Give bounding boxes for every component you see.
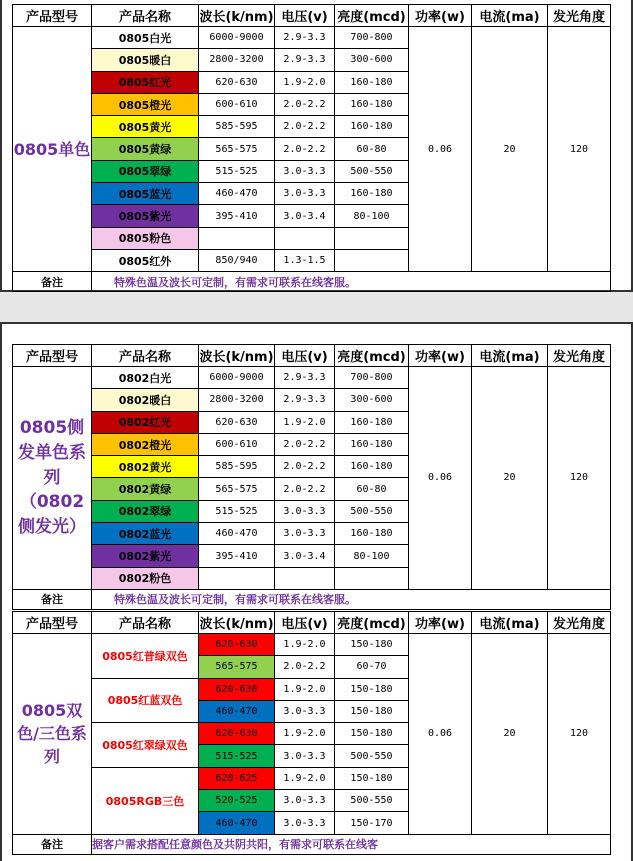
brightness: 150-180 (335, 700, 409, 722)
voltage: 2.9-3.3 (275, 49, 335, 71)
product-name: 0805暖白 (92, 49, 199, 71)
product-name: 0802橙光 (92, 433, 199, 455)
column-header: 电流(ma) (472, 345, 548, 367)
voltage: 3.0-3.3 (275, 745, 335, 767)
brightness: 500-550 (335, 745, 409, 767)
column-header: 电流(ma) (472, 5, 548, 27)
table-row (13, 634, 611, 656)
column-header: 产品型号 (13, 345, 92, 367)
product-name: 0805红翠绿双色 (92, 723, 199, 768)
wavelength: 620-630 (199, 678, 275, 700)
note-text: 特殊色温及波长可定制，有需求可联系在线客服。 (92, 272, 611, 292)
brightness (335, 227, 409, 249)
brightness: 150-170 (335, 812, 409, 834)
wavelength: 395-410 (199, 545, 275, 567)
product-name: 0805RGB三色 (92, 767, 199, 834)
brightness: 150-180 (335, 678, 409, 700)
brightness: 160-180 (335, 71, 409, 93)
header-row (13, 5, 611, 27)
column-header: 亮度(mcd) (335, 5, 409, 27)
column-header: 功率(w) (409, 345, 472, 367)
beam-angle: 120 (548, 27, 611, 272)
wavelength: 515-525 (199, 500, 275, 522)
column-header: 波长(k/nm) (199, 345, 275, 367)
column-header: 产品型号 (13, 612, 92, 634)
note-row (13, 589, 611, 609)
product-name: 0802翠绿 (92, 500, 199, 522)
column-header: 产品名称 (92, 345, 199, 367)
product-name: 0805红外 (92, 249, 199, 271)
column-header: 亮度(mcd) (335, 612, 409, 634)
voltage: 3.0-3.3 (275, 183, 335, 205)
note-label: 备注 (13, 834, 92, 854)
wavelength: 520-525 (199, 790, 275, 812)
wavelength: 620-630 (199, 411, 275, 433)
column-header: 电压(v) (275, 612, 335, 634)
brightness: 150-180 (335, 767, 409, 789)
beam-angle: 120 (548, 634, 611, 835)
series-name: 0805双色/三色系列 (13, 634, 92, 835)
column-header: 电压(v) (275, 345, 335, 367)
product-name: 0805蓝光 (92, 183, 199, 205)
column-header: 产品型号 (13, 5, 92, 27)
voltage: 2.0-2.2 (275, 656, 335, 678)
brightness: 160-180 (335, 523, 409, 545)
beam-angle: 120 (548, 367, 611, 590)
voltage: 1.9-2.0 (275, 411, 335, 433)
wavelength: 395-410 (199, 205, 275, 227)
wavelength (199, 567, 275, 589)
wavelength: 6000-9000 (199, 27, 275, 49)
brightness: 300-600 (335, 49, 409, 71)
wavelength: 2800-3200 (199, 49, 275, 71)
voltage: 2.0-2.2 (275, 478, 335, 500)
column-header: 产品名称 (92, 5, 199, 27)
wavelength: 565-575 (199, 478, 275, 500)
power: 0.06 (409, 367, 472, 590)
brightness: 60-70 (335, 656, 409, 678)
product-name: 0805翠绿 (92, 160, 199, 182)
column-header: 功率(w) (409, 612, 472, 634)
wavelength: 460-470 (199, 812, 275, 834)
product-name: 0805橙光 (92, 93, 199, 115)
column-header: 波长(k/nm) (199, 612, 275, 634)
product-name: 0805黄绿 (92, 138, 199, 160)
brightness: 160-180 (335, 183, 409, 205)
note-row (13, 834, 611, 854)
product-name: 0805黄光 (92, 116, 199, 138)
note-text: 特殊色温及波长可定制，有需求可联系在线客服。 (92, 589, 611, 609)
product-name: 0802白光 (92, 367, 199, 389)
wavelength: 585-595 (199, 456, 275, 478)
product-name: 0802黄绿 (92, 478, 199, 500)
column-header: 发光角度 (548, 5, 611, 27)
power: 0.06 (409, 634, 472, 835)
brightness: 150-180 (335, 634, 409, 656)
wavelength: 460-470 (199, 700, 275, 722)
wavelength: 600-610 (199, 433, 275, 455)
table-row (13, 27, 611, 49)
voltage: 2.0-2.2 (275, 433, 335, 455)
voltage: 3.0-3.3 (275, 812, 335, 834)
brightness: 80-100 (335, 205, 409, 227)
voltage: 1.9-2.0 (275, 678, 335, 700)
column-header: 电流(ma) (472, 612, 548, 634)
wavelength: 585-595 (199, 116, 275, 138)
column-header: 电压(v) (275, 5, 335, 27)
brightness: 300-600 (335, 389, 409, 411)
wavelength: 620-625 (199, 767, 275, 789)
brightness: 500-550 (335, 500, 409, 522)
product-name: 0802粉色 (92, 567, 199, 589)
voltage: 3.0-3.3 (275, 500, 335, 522)
header-row (13, 612, 611, 634)
note-row (13, 272, 611, 292)
column-header: 功率(w) (409, 5, 472, 27)
brightness: 60-80 (335, 138, 409, 160)
brightness: 160-180 (335, 93, 409, 115)
voltage: 2.9-3.3 (275, 389, 335, 411)
table-row (13, 367, 611, 389)
brightness: 60-80 (335, 478, 409, 500)
brightness: 160-180 (335, 456, 409, 478)
brightness: 500-550 (335, 160, 409, 182)
product-name: 0802紫光 (92, 545, 199, 567)
voltage: 1.9-2.0 (275, 723, 335, 745)
wavelength (199, 227, 275, 249)
wavelength: 6000-9000 (199, 367, 275, 389)
wavelength: 850/940 (199, 249, 275, 271)
brightness (335, 249, 409, 271)
voltage: 1.9-2.0 (275, 71, 335, 93)
spec-table-0805-multicolor (12, 611, 611, 855)
voltage: 2.0-2.2 (275, 93, 335, 115)
brightness: 160-180 (335, 433, 409, 455)
column-header: 发光角度 (548, 345, 611, 367)
series-name: 0805单色 (13, 27, 92, 272)
product-name: 0802蓝光 (92, 523, 199, 545)
product-name: 0805粉色 (92, 227, 199, 249)
current: 20 (472, 367, 548, 590)
voltage: 3.0-3.3 (275, 160, 335, 182)
voltage: 3.0-3.4 (275, 545, 335, 567)
voltage: 3.0-3.4 (275, 205, 335, 227)
voltage: 2.0-2.2 (275, 456, 335, 478)
brightness: 700-800 (335, 367, 409, 389)
wavelength: 2800-3200 (199, 389, 275, 411)
voltage: 2.0-2.2 (275, 138, 335, 160)
wavelength: 565-575 (199, 138, 275, 160)
column-header: 亮度(mcd) (335, 345, 409, 367)
wavelength: 515-525 (199, 745, 275, 767)
brightness: 160-180 (335, 411, 409, 433)
wavelength: 515-525 (199, 160, 275, 182)
spec-table-0802-side (12, 344, 611, 610)
column-header: 发光角度 (548, 612, 611, 634)
voltage: 1.3-1.5 (275, 249, 335, 271)
brightness (335, 567, 409, 589)
wavelength: 620-630 (199, 723, 275, 745)
brightness: 150-180 (335, 723, 409, 745)
wavelength: 460-470 (199, 183, 275, 205)
spec-table-0805-mono (12, 4, 611, 292)
column-header: 波长(k/nm) (199, 5, 275, 27)
panel-gap (0, 292, 633, 322)
spec-panel-2 (0, 322, 633, 861)
brightness: 80-100 (335, 545, 409, 567)
series-name: 0805侧发单色系列（0802侧发光） (13, 367, 92, 590)
voltage: 2.0-2.2 (275, 116, 335, 138)
current: 20 (472, 634, 548, 835)
product-name: 0805白光 (92, 27, 199, 49)
spec-panel-1 (0, 0, 633, 292)
power: 0.06 (409, 27, 472, 272)
header-row (13, 345, 611, 367)
brightness: 700-800 (335, 27, 409, 49)
product-name: 0802暖白 (92, 389, 199, 411)
note-text: 据客户需求搭配任意颜色及共阴共阳，有需求可联系在线客 (92, 834, 611, 854)
note-label: 备注 (13, 272, 92, 292)
wavelength: 620-630 (199, 634, 275, 656)
wavelength: 565-575 (199, 656, 275, 678)
voltage: 3.0-3.3 (275, 790, 335, 812)
product-name: 0802红光 (92, 411, 199, 433)
current: 20 (472, 27, 548, 272)
product-name: 0805紫光 (92, 205, 199, 227)
voltage: 1.9-2.0 (275, 634, 335, 656)
wavelength: 620-630 (199, 71, 275, 93)
voltage: 2.9-3.3 (275, 367, 335, 389)
voltage (275, 227, 335, 249)
product-name: 0805红普绿双色 (92, 634, 199, 679)
voltage: 2.9-3.3 (275, 27, 335, 49)
column-header: 产品名称 (92, 612, 199, 634)
brightness: 160-180 (335, 116, 409, 138)
voltage: 1.9-2.0 (275, 767, 335, 789)
voltage: 3.0-3.3 (275, 700, 335, 722)
wavelength: 460-470 (199, 523, 275, 545)
wavelength: 600-610 (199, 93, 275, 115)
product-name: 0805红蓝双色 (92, 678, 199, 723)
brightness: 500-550 (335, 790, 409, 812)
note-label: 备注 (13, 589, 92, 609)
voltage (275, 567, 335, 589)
product-name: 0802黄光 (92, 456, 199, 478)
voltage: 3.0-3.3 (275, 523, 335, 545)
product-name: 0805红光 (92, 71, 199, 93)
